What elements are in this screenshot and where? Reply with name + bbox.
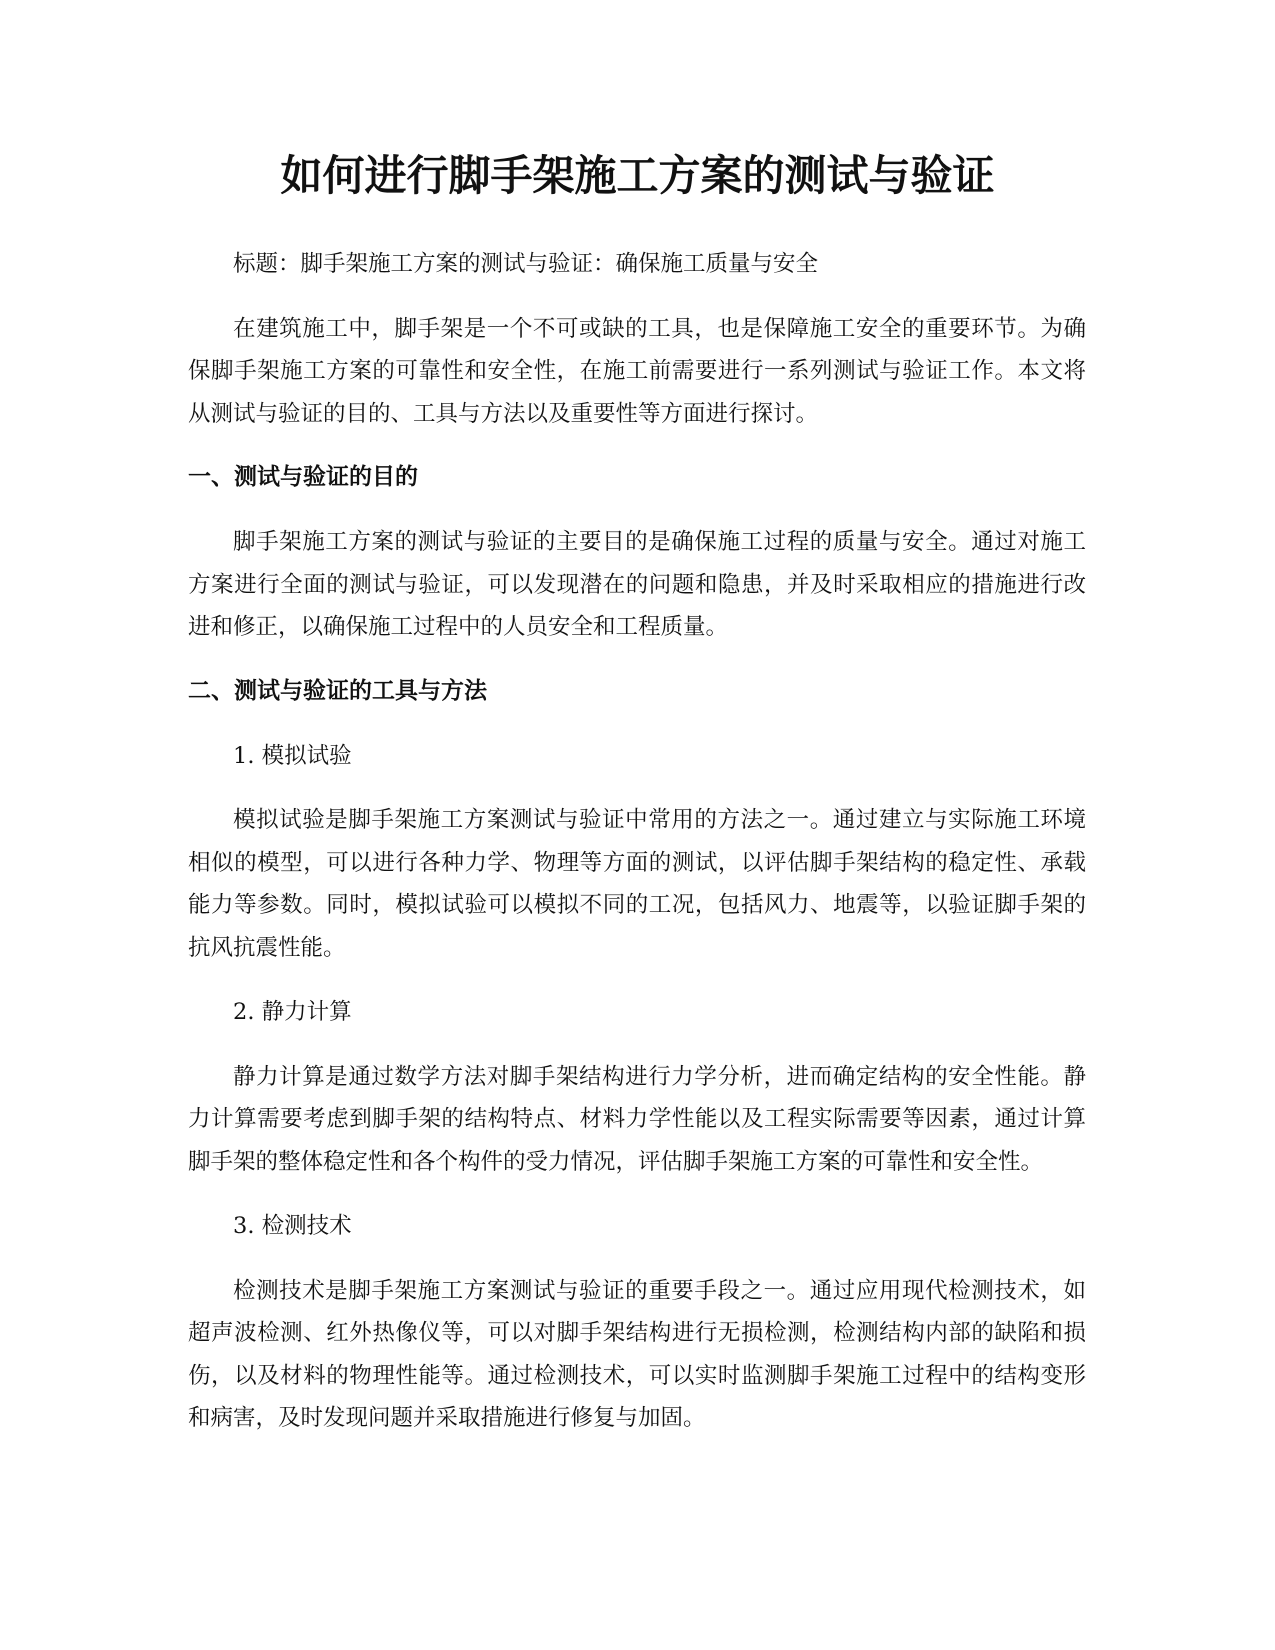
item-2-paragraph: 静力计算是通过数学方法对脚手架结构进行力学分析，进而确定结构的安全性能。静力计算需要考虑到脚手架的结构特点、材料力学性能以及工程实际需要等因素，通过计算脚手架的整体稳定性和各个构件的受力情况，评估脚手架施工方案的可靠性和安全性。 — [188, 1063, 1086, 1175]
item-3-title: 3. 检测技术 — [233, 1213, 352, 1239]
section-2-heading: 二、测试与验证的工具与方法 — [188, 677, 487, 704]
intro-paragraph: 在建筑施工中，脚手架是一个不可或缺的工具，也是保障施工安全的重要环节。为确保脚手架施工方案的可靠性和安全性，在施工前需要进行一系列测试与验证工作。本文将从测试与验证的目的、工具与方法以及重要性等方面进行探讨。 — [188, 315, 1086, 427]
item-1-title: 1. 模拟试验 — [233, 742, 352, 769]
section-1-heading: 一、测试与验证的目的 — [188, 464, 418, 490]
item-1-paragraph: 模拟试验是脚手架施工方案测试与验证中常用的方法之一。通过建立与实际施工环境相似的模型，可以进行各种力学、物理等方面的测试，以评估脚手架结构的稳定性、承载能力等参数。同时，模拟试验可以模拟不同的工况，包括风力、地震等，以验证脚手架的抗风抗震性能。 — [188, 807, 1086, 961]
section-1-paragraph: 脚手架施工方案的测试与验证的主要目的是确保施工过程的质量与安全。通过对施工方案进行全面的测试与验证，可以发现潜在的问题和隐患，并及时采取相应的措施进行改进和修正，以确保施工过程中的人员安全和工程质量。 — [188, 529, 1086, 640]
document-title: 如何进行脚手架施工方案的测试与验证 — [280, 151, 995, 200]
item-3-paragraph: 检测技术是脚手架施工方案测试与验证的重要手段之一。通过应用现代检测技术，如超声波检测、红外热像仪等，可以对脚手架结构进行无损检测，检测结构内部的缺陷和损伤，以及材料的物理性能等。通过检测技术，可以实时监测脚手架施工过程中的结构变形和病害，及时发现问题并采取措施进行修复与加固。 — [188, 1277, 1086, 1431]
item-2-title: 2. 静力计算 — [233, 999, 352, 1025]
subtitle-line: 标题：脚手架施工方案的测试与验证：确保施工质量与安全 — [233, 251, 819, 277]
document-body — [188, 243, 1086, 1462]
